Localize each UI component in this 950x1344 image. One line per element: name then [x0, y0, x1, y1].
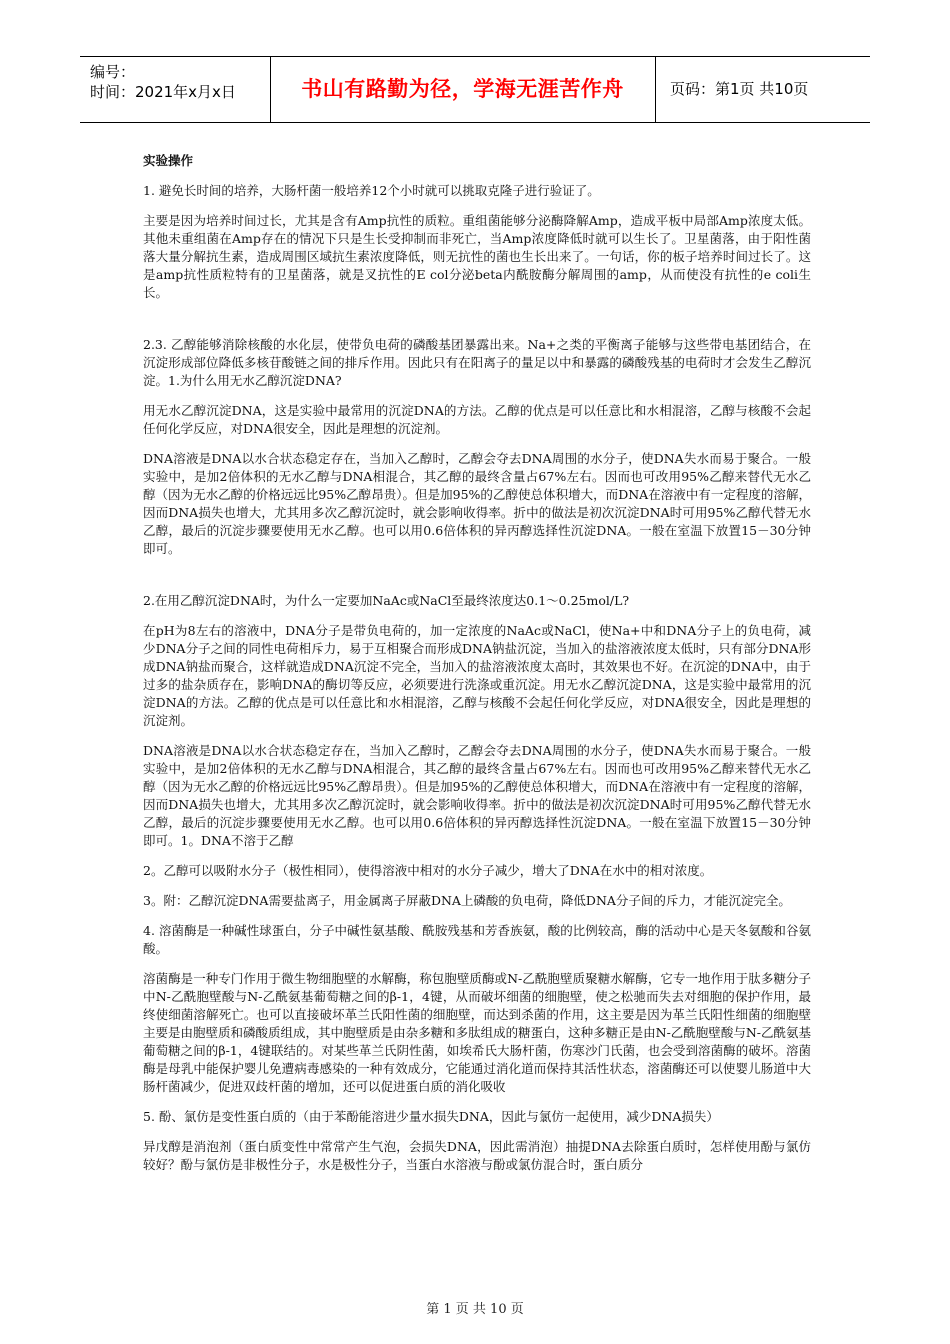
paragraph: 异戊醇是消泡剂（蛋白质变性中常常产生气泡，会损失DNA，因此需消泡）抽提DNA去除蛋白质时，怎样使用酚与氯仿较好？酚与氯仿是非极性分子，水是极性分子，当蛋白水溶液与酚或氯仿混合时，蛋白质分	[143, 1139, 811, 1172]
document-time-label: 时间：2021年x月x日	[90, 83, 236, 101]
paragraph: DNA溶液是DNA以水合状态稳定存在，当加入乙醇时，乙醇会夺去DNA周围的水分子，使DNA失水而易于聚合。一般实验中，是加2倍体积的无水乙醇与DNA相混合，其乙醇的最终含量占67%左右。因而也可改用95%乙醇来替代无水乙醇（因为无水乙醇的价格远远比95%乙醇昂贵）。但是加95%的乙醇使总体积增大，而DNA在溶液中有一定程度的溶解，因而DNA损失也增大，尤其用多次乙醇沉淀时，就会影响收得率。折中的做法是初次沉淀DNA时可用95%乙醇代替无水乙醇，最后的沉淀步骤要使用无水乙醇。也可以用0.6倍体积的异丙醇选择性沉淀DNA。一般在室温下放置15－30分钟即可。1。DNA不溶于乙醇	[143, 743, 811, 848]
document-number-label: 编号：	[90, 63, 136, 81]
paragraph: 4. 溶菌酶是一种碱性球蛋白，分子中碱性氨基酸、酰胺残基和芳香族氨，酸的比例较高，酶的活动中心是天冬氨酸和谷氨酸。	[143, 923, 811, 956]
paragraph: DNA溶液是DNA以水合状态稳定存在，当加入乙醇时，乙醇会夺去DNA周围的水分子，使DNA失水而易于聚合。一般实验中，是加2倍体积的无水乙醇与DNA相混合，其乙醇的最终含量占67%左右。因而也可改用95%乙醇来替代无水乙醇（因为无水乙醇的价格远远比95%乙醇昂贵）。但是加95%的乙醇使总体积增大，而DNA在溶液中有一定程度的溶解，因而DNA损失也增大，尤其用多次乙醇沉淀时，就会影响收得率。折中的做法是初次沉淀DNA时可用95%乙醇代替无水乙醇，最后的沉淀步骤要使用无水乙醇。也可以用0.6倍体积的异丙醇选择性沉淀DNA。一般在室温下放置15－30分钟即可。	[143, 451, 811, 556]
section-title: 实验操作	[143, 153, 194, 168]
paragraph: 主要是因为培养时间过长，尤其是含有Amp抗性的质粒。重组菌能够分泌酶降解Amp，造成平板中局部Amp浓度太低。其他未重组菌在Amp存在的情况下只是生长受抑制而非死亡，当Amp浓度降低时就可以生长了。卫星菌落，由于阳性菌落大量分解抗生素，造成周围区域抗生素浓度降低，则无抗性的菌也生长出来了。一句话，你的板子培养时间过长了。这是amp抗性质粒特有的卫星菌落，就是叉抗性的E col分泌beta内酰胺酶分解周围的amp，从而使没有抗性的e coli生长。	[143, 213, 811, 300]
paragraph: 5. 酚、氯仿是变性蛋白质的（由于苯酚能溶进少量水损失DNA，因此与氯仿一起使用，减少DNA损失）	[143, 1109, 719, 1124]
paragraph: 溶菌酶是一种专门作用于微生物细胞壁的水解酶，称包胞壁质酶或N-乙酰胞壁质聚糖水解酶，它专一地作用于肽多糖分子中N-乙酰胞壁酸与N-乙酰氨基葡萄糖之间的β-1，4键，从而破坏细菌的细胞壁，使之松驰而失去对细胞的保护作用，最终使细菌溶解死亡。也可以直接破坏革兰氏阳性菌的细胞壁，而达到杀菌的作用，这主要是因为革兰氏阳性细菌的细胞壁主要是由胞壁质和磷酸质组成，其中胞壁质是由杂多糖和多肽组成的糖蛋白，这种多糖正是由N-乙酰胞壁酸与N-乙酰氨基葡萄糖之间的β-1，4键联结的。对某些革兰氏阴性菌，如埃希氏大肠杆菌，伤寒沙门氏菌，也会受到溶菌酶的破坏。溶菌酶是母乳中能保护婴儿免遭病毒感染的一种有效成分，它能通过消化道而保持其活性状态，溶菌酶还可以使婴儿肠道中大肠杆菌减少，促进双歧杆菌的增加，还可以促进蛋白质的消化吸收	[143, 971, 811, 1094]
header-divider-right	[655, 56, 656, 123]
paragraph: 用无水乙醇沉淀DNA，这是实验中最常用的沉淀DNA的方法。乙醇的优点是可以任意比和水相混溶，乙醇与核酸不会起任何化学反应，对DNA很安全，因此是理想的沉淀剂。	[143, 403, 811, 436]
document-body	[143, 152, 811, 1186]
paragraph: 1. 避免长时间的培养，大肠杆菌一般培养12个小时就可以挑取克隆子进行验证了。	[143, 183, 600, 198]
paragraph: 3。附：乙醇沉淀DNA需要盐离子，用金属离子屏蔽DNA上磷酸的负电荷，降低DNA分子间的斥力，才能沉淀完全。	[143, 893, 791, 908]
page-header	[80, 56, 870, 124]
paragraph: 2.3. 乙醇能够消除核酸的水化层，使带负电荷的磷酸基团暴露出来。Na+之类的平衡离子能够与这些带电基团结合，在沉淀形成部位降低多核苷酸链之间的排斥作用。因此只有在阳离子的量足以中和暴露的磷酸残基的电荷时才会发生乙醇沉淀。1.为什么用无水乙醇沉淀DNA?	[143, 337, 811, 388]
page-footer: 第 1 页 共 10 页	[426, 1302, 524, 1317]
header-motto: 书山有路勤为径，学海无涯苦作舟	[301, 77, 624, 101]
paragraph: 2。乙醇可以吸附水分子（极性相同），使得溶液中相对的水分子减少，增大了DNA在水中的相对浓度。	[143, 863, 713, 878]
header-bottom-rule	[80, 122, 870, 123]
header-meta	[90, 62, 236, 102]
header-top-rule	[80, 56, 870, 57]
paragraph: 2.在用乙醇沉淀DNA时，为什么一定要加NaAc或NaCl至最终浓度达0.1～0.25mol/L?	[143, 593, 630, 608]
header-page-code: 页码：第1页 共10页	[670, 80, 809, 98]
paragraph: 在pH为8左右的溶液中，DNA分子是带负电荷的，加一定浓度的NaAc或NaCl，使Na+中和DNA分子上的负电荷，减少DNA分子之间的同性电荷相斥力，易于互相聚合而形成DNA钠盐沉淀，当加入的盐溶液浓度太低时，只有部分DNA形成DNA钠盐而聚合，这样就造成DNA沉淀不完全，当加入的盐溶液浓度太高时，其效果也不好。在沉淀的DNA中，由于过多的盐杂质存在，影响DNA的酶切等反应，必须要进行洗涤或重沉淀。用无水乙醇沉淀DNA，这是实验中最常用的沉淀DNA的方法。乙醇的优点是可以任意比和水相混溶，乙醇与核酸不会起任何化学反应，对DNA很安全，因此是理想的沉淀剂。	[143, 623, 811, 728]
